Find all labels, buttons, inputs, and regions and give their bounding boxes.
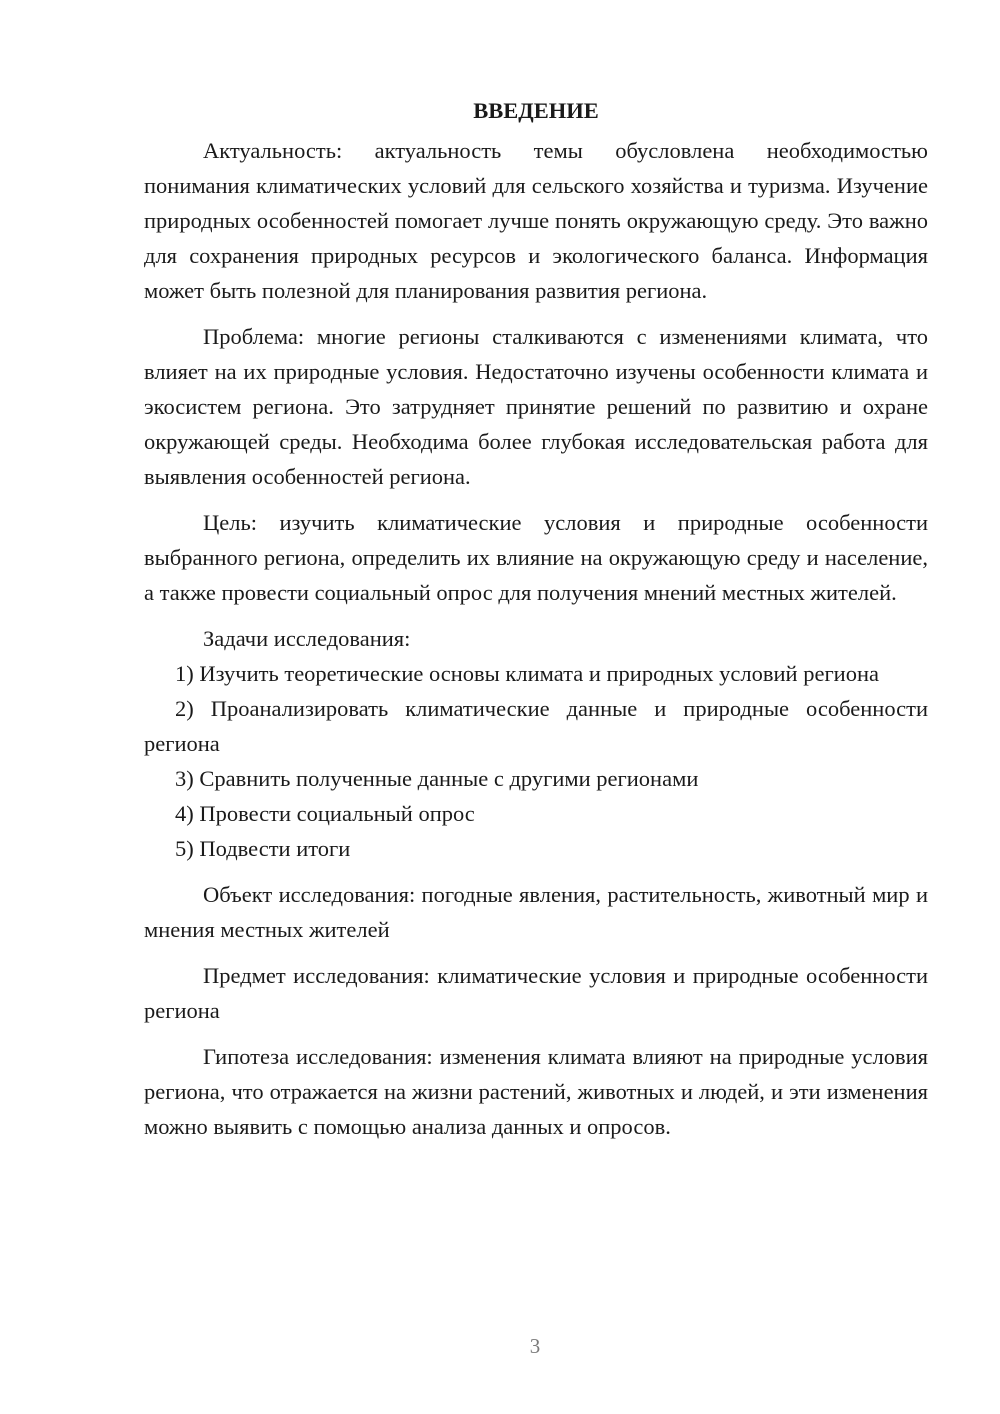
goal-paragraph: Цель: изучить климатические условия и природные особенности выбранного региона, определить их влияние на окружающую среду и население, а также провести социальный опрос для получения мнений местных жителей.	[144, 510, 928, 605]
hypothesis-paragraph: Гипотеза исследования: изменения климата влияют на природные условия региона, что отражается на жизни растений, животных и людей, и эти изменения можно выявить с помощью анализа данных и опросов.	[144, 1044, 928, 1139]
relevance-paragraph: Актуальность: актуальность темы обусловлена необходимостью понимания климатических условий для сельского хозяйства и туризма. Изучение природных особенностей помогает лучше понять окружающую среду. Это важно для сохранения природных ресурсов и экологического баланса. Информация может быть полезной для планирования развития региона.	[144, 138, 928, 303]
tasks-heading: Задачи исследования:	[203, 626, 411, 651]
task-item: 1) Изучить теоретические основы климата и природных условий региона	[175, 661, 879, 686]
page-number: 3	[529, 1334, 541, 1358]
task-item: 5) Подвести итоги	[175, 836, 351, 861]
subject-paragraph: Предмет исследования: климатические условия и природные особенности региона	[144, 963, 928, 1023]
problem-paragraph: Проблема: многие регионы сталкиваются с изменениями климата, что влияет на их природные условия. Недостаточно изучены особенности климата и экосистем региона. Это затрудняет принятие решений по развитию и охране окружающей среды. Необходима более глубокая исследовательская работа для выявления особенностей региона.	[144, 324, 928, 489]
task-item: 4) Провести социальный опрос	[175, 801, 475, 826]
document-body	[144, 93, 928, 1144]
task-item: 3) Сравнить полученные данные с другими регионами	[175, 766, 699, 791]
object-paragraph: Объект исследования: погодные явления, растительность, животный мир и мнения местных жителей	[144, 882, 928, 942]
page-title: ВВЕДЕНИЕ	[473, 98, 599, 123]
task-item: 2) Проанализировать климатические данные и природные особенности региона	[144, 696, 928, 756]
